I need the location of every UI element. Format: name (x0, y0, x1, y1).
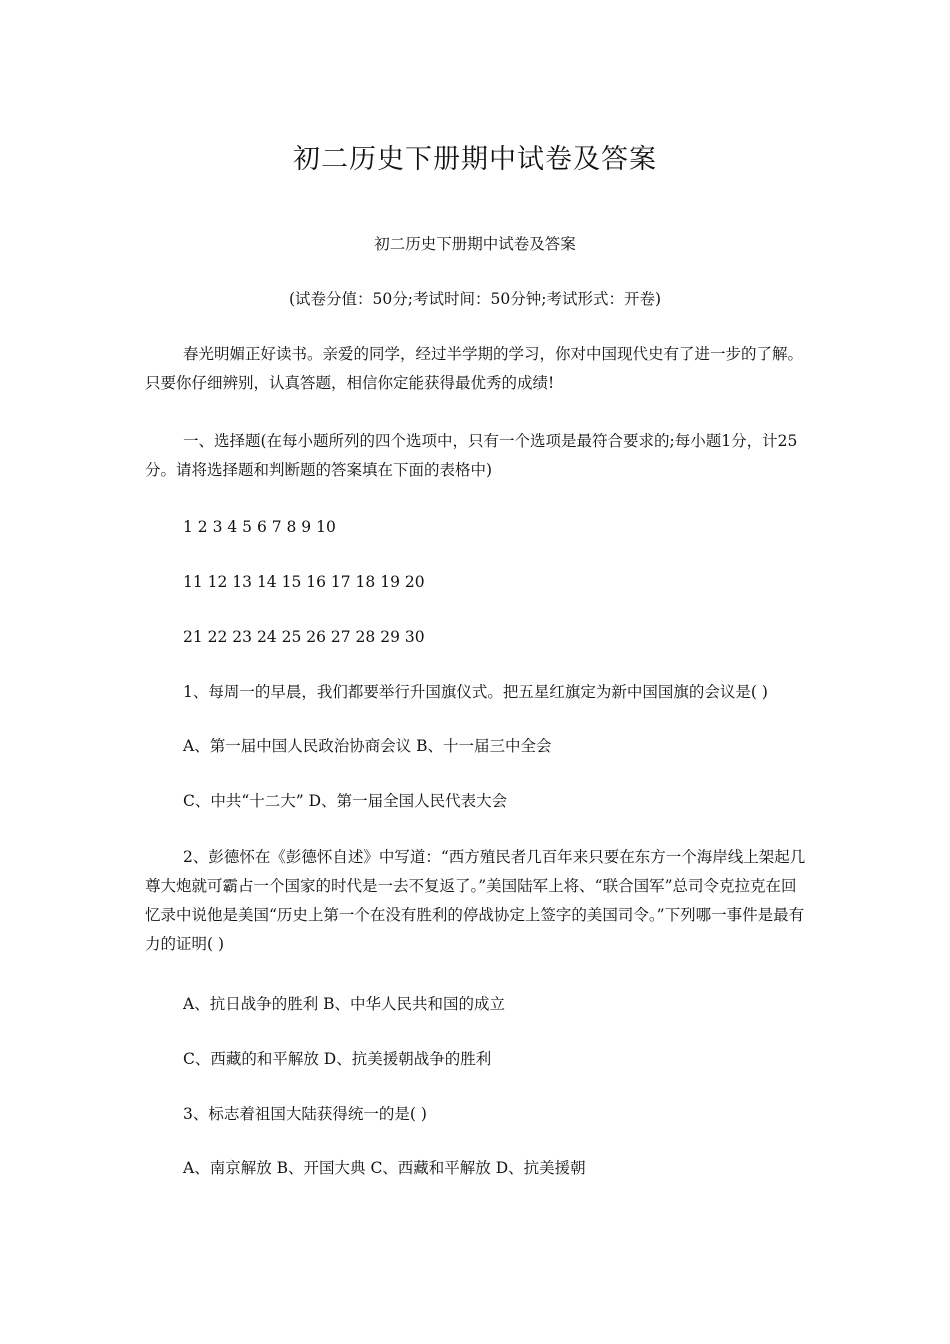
question-2-stem: 2、彭德怀在《彭德怀自述》中写道：“西方殖民者几百年来只要在东方一个海岸线上架起几尊大炮就可霸占一个国家的时代是一去不复返了。”美国陆军上将、“联合国军”总司令克拉克在回忆录中说他是美国“历史上第一个在没有胜利的停战协定上签字的美国司令。”下列哪一事件是最有力的证明( ) (145, 848, 806, 953)
question-3-stem: 3、标志着祖国大陆获得统一的是( ) (183, 1105, 427, 1123)
answer-numbers-row-2: 11 12 13 14 15 16 17 18 19 20 (183, 573, 425, 591)
question-2-options-ab: A、抗日战争的胜利 B、中华人民共和国的成立 (183, 995, 506, 1013)
answer-numbers-row-3: 21 22 23 24 25 26 27 28 29 30 (183, 628, 425, 646)
document-subtitle: 初二历史下册期中试卷及答案 (374, 235, 576, 253)
page-title: 初二历史下册期中试卷及答案 (293, 144, 657, 175)
question-2-options-cd: C、西藏的和平解放 D、抗美援朝战争的胜利 (183, 1050, 492, 1068)
question-1-options-cd: C、中共“十二大” D、第一届全国人民代表大会 (183, 792, 508, 810)
intro-paragraph: 春光明媚正好读书。亲爱的同学，经过半学期的学习，你对中国现代史有了进一步的了解。只要你仔细辨别，认真答题，相信你定能获得最优秀的成绩! (145, 345, 804, 392)
section-one-heading: 一、选择题(在每小题所列的四个选项中，只有一个选项是最符合要求的;每小题1分，计25分。请将选择题和判断题的答案填在下面的表格中) (145, 432, 798, 479)
answer-numbers-row-1: 1 2 3 4 5 6 7 8 9 10 (183, 518, 336, 536)
question-1-options-ab: A、第一届中国人民政治协商会议 B、十一届三中全会 (183, 737, 552, 755)
exam-info: (试卷分值：50分;考试时间：50分钟;考试形式：开卷) (289, 290, 661, 308)
question-3-options: A、南京解放 B、开国大典 C、西藏和平解放 D、抗美援朝 (183, 1159, 586, 1177)
question-1-stem: 1、每周一的早晨，我们都要举行升国旗仪式。把五星红旗定为新中国国旗的会议是( ) (183, 683, 768, 701)
